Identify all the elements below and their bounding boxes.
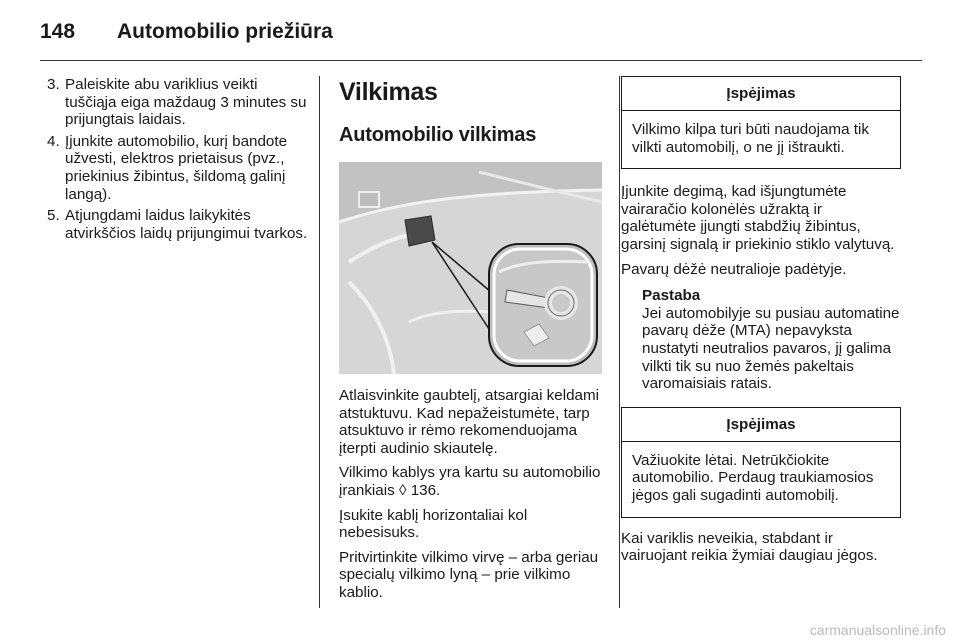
column-divider-2: [619, 76, 620, 608]
page-title: Automobilio priežiūra: [117, 20, 333, 43]
step-number: 5.: [47, 207, 60, 225]
header-divider: [40, 60, 922, 61]
paragraph: [339, 464, 607, 499]
page-number: 148: [40, 20, 76, 43]
paragraph: Atlaisvinkite gaubtelį, atsargiai keldami atstuktuvu. Kad nepažeistumėte, tarp atsuktuvo ir rėmo rekomenduojama įterpti audinio skiautelę.: [339, 387, 600, 457]
step-text: Įjunkite automobilio, kurį bandote užvesti, elektros prietaisus (pvz., priekinius žibintus, šildomą galinį langą).: [65, 132, 288, 203]
step-text: Atjungdami laidus laikykitės atvirkščios laidų prijungimui tvarkos.: [65, 207, 308, 242]
step-text: Paleiskite abu variklius veikti tuščiąja eiga maždaug 3 minutes su prijungtais laidais.: [65, 76, 307, 129]
column-2: [339, 76, 607, 602]
watermark: carmanualsonline.info: [809, 622, 946, 638]
warning-text: Važiuokite lėtai. Netrūkčiokite automobilio. Perdaug traukiamosios jėgos gali sugadinti automobilį.: [632, 451, 874, 504]
list-item: [40, 207, 308, 242]
page-reference-link[interactable]: 136.: [410, 481, 441, 499]
column-3: [621, 76, 901, 565]
tow-hook-illustration: [339, 162, 602, 374]
tow-hook-illustration-graphic: [339, 162, 602, 374]
warning-box: [621, 407, 901, 518]
paragraph: Pavarų dėžė neutralioje padėtyje.: [621, 260, 847, 278]
warning-title: Įspėjimas: [622, 77, 900, 111]
paragraph: Įjunkite degimą, kad išjungtumėte vairaračio kolonėlės užraktą ir galėtumėte įjungti stabdžių žibintus, garsinį signalą ir priekinio stiklo valytuvą.: [621, 183, 895, 253]
section-heading: Vilkimas: [339, 78, 438, 106]
paragraph: Pritvirtinkite vilkimo virvę – arba geriau specialų vilkimo lyną – prie vilkimo kablio.: [339, 548, 599, 601]
column-divider-1: [319, 76, 320, 608]
column-1: [40, 76, 308, 246]
paragraph: Kai variklis neveikia, stabdant ir vairuojant reikia žymiai daugiau jėgos.: [621, 529, 878, 565]
step-number: 4.: [47, 132, 60, 150]
page-reference-icon: ◊: [398, 481, 407, 499]
list-item: [40, 133, 308, 203]
step-number: 3.: [47, 76, 60, 93]
page-header: [40, 16, 920, 56]
warning-box: [621, 76, 901, 169]
warning-text: Vilkimo kilpa turi būti naudojama tik vilkti automobilį, o ne jį ištraukti.: [632, 121, 869, 156]
note-text: Jei automobilyje su pusiau automatine pavarų dėže (MTA) nepavyksta nustatyti neutralios pavaros, jį galima vilkti tik su nuo žemės pakeltais varomaisiais ratais.: [642, 304, 900, 393]
section-subheading: Automobilio vilkimas: [339, 124, 537, 146]
note-title: Pastaba: [642, 287, 701, 305]
list-item: [40, 76, 308, 129]
paragraph-text: Vilkimo kablys yra kartu su automobilio įrankiais: [339, 464, 601, 499]
note-block: [621, 287, 901, 393]
paragraph: Įsukite kablį horizontaliai kol nebesisuks.: [339, 506, 528, 542]
warning-title: Įspėjimas: [622, 408, 900, 442]
steps-list: [40, 76, 308, 242]
